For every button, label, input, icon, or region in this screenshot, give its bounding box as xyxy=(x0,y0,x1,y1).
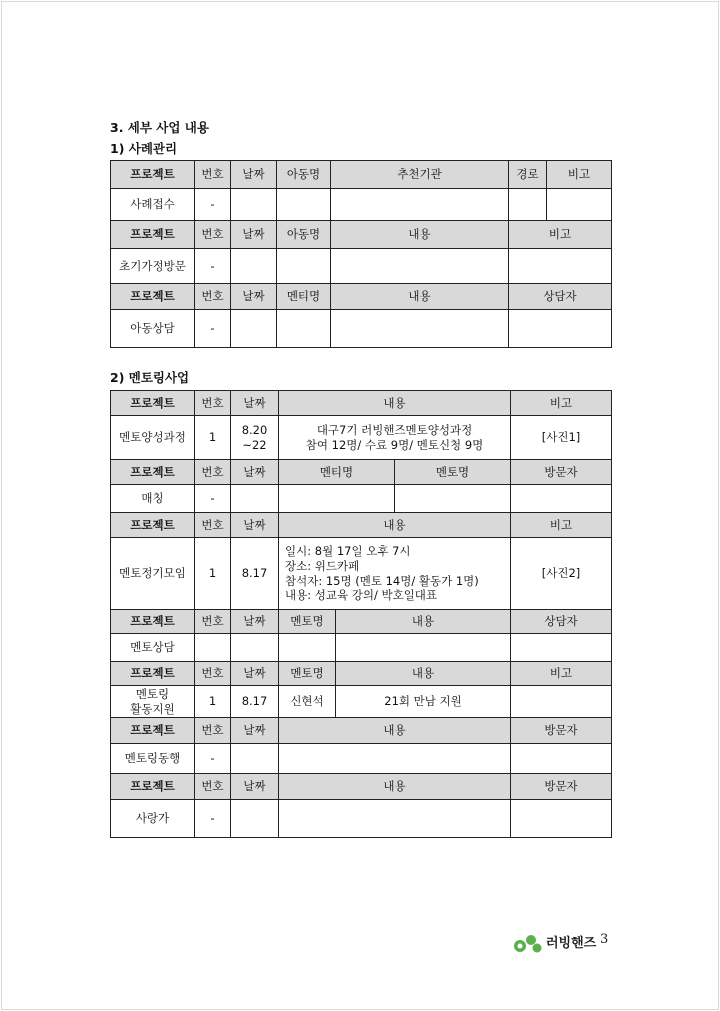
header-note: 비고 xyxy=(511,513,612,538)
header-date: 날짜 xyxy=(231,460,279,485)
table-row xyxy=(111,800,612,838)
cell-date xyxy=(231,189,277,221)
header-date: 날짜 xyxy=(231,284,277,310)
cell-date xyxy=(231,249,277,284)
header-number: 번호 xyxy=(195,513,231,538)
table-row xyxy=(111,485,612,513)
header-project: 프로젝트 xyxy=(111,284,195,310)
cell-date: 8.17 xyxy=(231,686,279,718)
header-note: 비고 xyxy=(511,662,612,686)
header-project: 프로젝트 xyxy=(111,460,195,485)
header-row xyxy=(111,161,612,189)
date-line: ~22 xyxy=(242,437,267,452)
cell-content xyxy=(336,634,511,662)
header-row xyxy=(111,513,612,538)
header-visitor: 방문자 xyxy=(511,774,612,800)
header-row xyxy=(111,662,612,686)
cell-referral-agency xyxy=(331,189,509,221)
cell-number xyxy=(195,634,231,662)
header-mentor-name: 멘토명 xyxy=(395,460,511,485)
table-row xyxy=(111,744,612,774)
header-date: 날짜 xyxy=(231,718,279,744)
cell-date: 8.17 xyxy=(231,538,279,610)
content-line: 참석자: 15명 (멘토 14명/ 활동가 1명) xyxy=(285,573,479,588)
header-date: 날짜 xyxy=(231,610,279,634)
content-line: 참여 12명/ 수료 9명/ 멘토신청 9명 xyxy=(305,437,484,452)
table-row xyxy=(111,189,612,221)
project-line: 멘토링 xyxy=(135,686,170,701)
cell-number: - xyxy=(195,249,231,284)
header-row xyxy=(111,391,612,416)
header-number: 번호 xyxy=(195,774,231,800)
header-number: 번호 xyxy=(195,662,231,686)
header-date: 날짜 xyxy=(231,774,279,800)
header-number: 번호 xyxy=(195,460,231,485)
header-mentee-name: 멘티명 xyxy=(279,460,395,485)
cell-child-name xyxy=(277,189,331,221)
cell-project: 사례접수 xyxy=(111,189,195,221)
header-number: 번호 xyxy=(195,221,231,249)
cell-number: - xyxy=(195,744,231,774)
header-number: 번호 xyxy=(195,391,231,416)
cell-child-name xyxy=(277,249,331,284)
table-row xyxy=(111,416,612,460)
header-number: 번호 xyxy=(195,284,231,310)
header-project: 프로젝트 xyxy=(111,610,195,634)
subsection-case-management: 1) 사례관리 xyxy=(110,141,178,156)
header-number: 번호 xyxy=(195,610,231,634)
header-date: 날짜 xyxy=(231,391,279,416)
project-line: 활동지원 xyxy=(130,701,175,716)
cell-content xyxy=(279,744,511,774)
cell-note xyxy=(509,249,612,284)
header-number: 번호 xyxy=(195,718,231,744)
cell-note xyxy=(511,686,612,718)
content-line: 내용: 성교육 강의/ 박호일대표 xyxy=(285,588,438,603)
logo-text: 러빙핸즈 xyxy=(546,936,597,951)
header-content: 내용 xyxy=(279,513,511,538)
header-content: 내용 xyxy=(331,284,509,310)
header-note: 비고 xyxy=(509,221,612,249)
cell-date xyxy=(231,416,279,460)
header-project: 프로젝트 xyxy=(111,662,195,686)
header-mentor-name: 멘토명 xyxy=(279,610,336,634)
cell-counselor xyxy=(509,310,612,348)
cell-number: 1 xyxy=(195,538,231,610)
header-project: 프로젝트 xyxy=(111,513,195,538)
cell-project xyxy=(111,686,195,718)
header-project: 프로젝트 xyxy=(111,391,195,416)
header-date: 날짜 xyxy=(231,662,279,686)
header-mentor-name: 멘토명 xyxy=(279,662,336,686)
cell-counselor xyxy=(511,634,612,662)
cell-mentor-name xyxy=(395,485,511,513)
cell-date xyxy=(231,744,279,774)
cell-visitor xyxy=(511,485,612,513)
cell-note: [사진2] xyxy=(511,538,612,610)
cell-note xyxy=(547,189,612,221)
cell-mentor-name: 신현석 xyxy=(279,686,336,718)
cell-number: 1 xyxy=(195,686,231,718)
header-content: 내용 xyxy=(336,662,511,686)
header-route: 경로 xyxy=(509,161,547,189)
date-line: 8.20 xyxy=(241,422,268,437)
header-row xyxy=(111,221,612,249)
cell-project: 아동상담 xyxy=(111,310,195,348)
cell-date xyxy=(231,310,277,348)
cell-date xyxy=(231,634,279,662)
header-row xyxy=(111,284,612,310)
subsection-mentoring: 2) 멘토링사업 xyxy=(110,370,190,385)
cell-mentee-name xyxy=(279,485,395,513)
cell-content: 21회 만남 지원 xyxy=(336,686,511,718)
cell-content xyxy=(279,538,511,610)
header-date: 날짜 xyxy=(231,161,277,189)
header-date: 날짜 xyxy=(231,513,279,538)
cell-project: 초기가정방문 xyxy=(111,249,195,284)
header-project: 프로젝트 xyxy=(111,774,195,800)
cell-date xyxy=(231,800,279,838)
header-visitor: 방문자 xyxy=(511,460,612,485)
cell-number: - xyxy=(195,310,231,348)
header-row xyxy=(111,718,612,744)
header-note: 비고 xyxy=(547,161,612,189)
header-content: 내용 xyxy=(279,391,511,416)
cell-visitor xyxy=(511,744,612,774)
loving-hands-logo-icon xyxy=(512,932,544,954)
header-content: 내용 xyxy=(279,718,511,744)
table-row xyxy=(111,634,612,662)
header-project: 프로젝트 xyxy=(111,221,195,249)
content-line: 일시: 8월 17일 오후 7시 xyxy=(285,543,411,558)
cell-content xyxy=(331,249,509,284)
cell-project: 멘토양성과정 xyxy=(111,416,195,460)
cell-project: 멘토링동행 xyxy=(111,744,195,774)
header-child-name: 아동명 xyxy=(277,221,331,249)
section-title: 3. 세부 사업 내용 xyxy=(110,120,209,135)
header-row xyxy=(111,610,612,634)
header-content: 내용 xyxy=(336,610,511,634)
cell-note: [사진1] xyxy=(511,416,612,460)
table-row xyxy=(111,249,612,284)
cell-number: - xyxy=(195,189,231,221)
cell-content xyxy=(331,310,509,348)
cell-number: 1 xyxy=(195,416,231,460)
cell-project: 사랑가 xyxy=(111,800,195,838)
cell-content xyxy=(279,416,511,460)
table-row xyxy=(111,686,612,718)
cell-project: 멘토상담 xyxy=(111,634,195,662)
cell-mentor-name xyxy=(279,634,336,662)
table-row xyxy=(111,538,612,610)
cell-content xyxy=(279,800,511,838)
cell-mentee-name xyxy=(277,310,331,348)
header-content: 내용 xyxy=(279,774,511,800)
header-note: 비고 xyxy=(511,391,612,416)
header-counselor: 상담자 xyxy=(509,284,612,310)
table-row xyxy=(111,310,612,348)
header-number: 번호 xyxy=(195,161,231,189)
cell-number: - xyxy=(195,800,231,838)
cell-route xyxy=(509,189,547,221)
header-date: 날짜 xyxy=(231,221,277,249)
header-mentee-name: 멘티명 xyxy=(277,284,331,310)
cell-visitor xyxy=(511,800,612,838)
header-child-name: 아동명 xyxy=(277,161,331,189)
header-row xyxy=(111,774,612,800)
footer xyxy=(512,932,612,954)
content-line: 장소: 위드카페 xyxy=(285,558,360,573)
mentoring-table xyxy=(110,390,612,838)
header-project: 프로젝트 xyxy=(111,161,195,189)
content-line: 대구7기 러빙핸즈멘토양성과정 xyxy=(316,422,473,437)
header-referral-agency: 추천기관 xyxy=(331,161,509,189)
page-number: 3 xyxy=(600,932,609,947)
header-row xyxy=(111,460,612,485)
cell-project: 매칭 xyxy=(111,485,195,513)
cell-date xyxy=(231,485,279,513)
header-visitor: 방문자 xyxy=(511,718,612,744)
cell-number: - xyxy=(195,485,231,513)
header-project: 프로젝트 xyxy=(111,718,195,744)
header-counselor: 상담자 xyxy=(511,610,612,634)
header-content: 내용 xyxy=(331,221,509,249)
case-management-table xyxy=(110,160,612,348)
cell-project: 멘토정기모임 xyxy=(111,538,195,610)
